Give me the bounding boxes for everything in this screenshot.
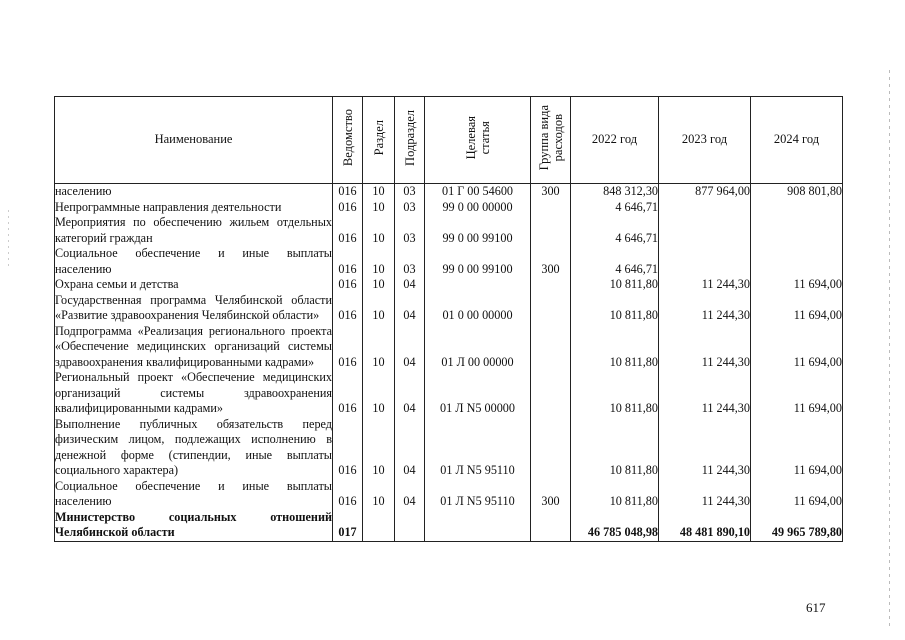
row-subsection-cell: 03 — [395, 200, 425, 216]
row-expense-type-cell — [531, 293, 571, 324]
row-department-cell: 017 — [333, 510, 363, 542]
row-expense-type-cell — [531, 324, 571, 371]
row-department-cell: 016 — [333, 184, 363, 200]
row-section-cell: 10 — [363, 417, 395, 479]
row-expense-type-cell: 300 — [531, 184, 571, 200]
row-department-cell: 016 — [333, 417, 363, 479]
row-amount-2024-cell: 11 694,00 — [751, 324, 843, 371]
row-amount-2024-cell — [751, 215, 843, 246]
row-department-cell: 016 — [333, 293, 363, 324]
row-section-cell: 10 — [363, 293, 395, 324]
table-row — [55, 277, 843, 293]
row-amount-2023-cell — [659, 200, 751, 216]
header-section: Раздел — [363, 97, 395, 184]
row-subsection-cell: 04 — [395, 277, 425, 293]
row-target-article-cell: 01 Г 00 54600 — [425, 184, 531, 200]
scan-margin-mark — [8, 210, 9, 270]
budget-table — [54, 96, 843, 542]
row-amount-2022-cell: 4 646,71 — [571, 246, 659, 277]
table-row — [55, 510, 843, 542]
row-section-cell: 10 — [363, 370, 395, 417]
row-expense-type-cell: 300 — [531, 246, 571, 277]
table-body — [55, 184, 843, 542]
table-row — [55, 324, 843, 371]
header-expense-type-group: Группа вида расходов — [531, 97, 571, 184]
row-amount-2024-cell: 11 694,00 — [751, 417, 843, 479]
header-subsection: Подраздел — [395, 97, 425, 184]
table-row — [55, 184, 843, 200]
table-row — [55, 479, 843, 510]
row-amount-2024-cell: 11 694,00 — [751, 479, 843, 510]
row-subsection-cell: 03 — [395, 215, 425, 246]
row-subsection-cell: 04 — [395, 370, 425, 417]
row-section-cell: 10 — [363, 184, 395, 200]
row-name-cell: Охрана семьи и детства — [55, 277, 333, 293]
row-amount-2023-cell — [659, 215, 751, 246]
row-section-cell — [363, 510, 395, 542]
row-amount-2024-cell: 11 694,00 — [751, 277, 843, 293]
table-row — [55, 200, 843, 216]
row-amount-2022-cell: 10 811,80 — [571, 479, 659, 510]
row-target-article-cell: 01 0 00 00000 — [425, 293, 531, 324]
row-subsection-cell — [395, 510, 425, 542]
row-section-cell: 10 — [363, 215, 395, 246]
row-amount-2023-cell: 877 964,00 — [659, 184, 751, 200]
row-expense-type-cell — [531, 277, 571, 293]
row-target-article-cell: 99 0 00 99100 — [425, 215, 531, 246]
row-amount-2022-cell: 10 811,80 — [571, 293, 659, 324]
row-subsection-cell: 04 — [395, 417, 425, 479]
table-row — [55, 246, 843, 277]
row-amount-2024-cell: 908 801,80 — [751, 184, 843, 200]
row-amount-2022-cell: 4 646,71 — [571, 215, 659, 246]
row-target-article-cell — [425, 277, 531, 293]
row-amount-2022-cell: 848 312,30 — [571, 184, 659, 200]
row-amount-2023-cell: 48 481 890,10 — [659, 510, 751, 542]
row-target-article-cell: 01 Л 00 00000 — [425, 324, 531, 371]
row-expense-type-cell — [531, 510, 571, 542]
table-row — [55, 370, 843, 417]
row-name-cell: населению — [55, 184, 333, 200]
row-name-cell: Министерство социальных отношений Челябинской области — [55, 509, 332, 539]
row-expense-type-cell — [531, 370, 571, 417]
row-amount-2023-cell: 11 244,30 — [659, 370, 751, 417]
row-name-cell: Непрограммные направления деятельности — [55, 200, 333, 216]
header-year-2024: 2024 год — [751, 97, 843, 184]
row-amount-2022-cell: 4 646,71 — [571, 200, 659, 216]
header-target-article: Целевая статья — [425, 97, 531, 184]
row-department-cell: 016 — [333, 246, 363, 277]
row-section-cell: 10 — [363, 277, 395, 293]
row-name-cell: Мероприятия по обеспечению жильем отдельных категорий граждан — [55, 215, 332, 245]
row-amount-2024-cell: 49 965 789,80 — [751, 510, 843, 542]
row-subsection-cell: 04 — [395, 479, 425, 510]
row-subsection-cell: 04 — [395, 293, 425, 324]
page-number: 617 — [806, 600, 826, 615]
table-row — [55, 417, 843, 479]
row-target-article-cell: 01 Л N5 95110 — [425, 417, 531, 479]
row-amount-2023-cell — [659, 246, 751, 277]
row-amount-2023-cell: 11 244,30 — [659, 324, 751, 371]
row-department-cell: 016 — [333, 370, 363, 417]
row-target-article-cell: 01 Л N5 00000 — [425, 370, 531, 417]
row-amount-2024-cell — [751, 200, 843, 216]
row-amount-2022-cell: 10 811,80 — [571, 277, 659, 293]
row-subsection-cell: 03 — [395, 184, 425, 200]
row-department-cell: 016 — [333, 324, 363, 371]
row-amount-2023-cell: 11 244,30 — [659, 293, 751, 324]
scan-margin-line — [889, 70, 890, 630]
row-section-cell: 10 — [363, 479, 395, 510]
row-amount-2022-cell: 10 811,80 — [571, 370, 659, 417]
header-year-2023: 2023 год — [659, 97, 751, 184]
row-amount-2024-cell — [751, 246, 843, 277]
row-expense-type-cell — [531, 215, 571, 246]
row-name-cell: Подпрограмма «Реализация регионального проекта «Обеспечение медицинских организаций системы здравоохранения квалифицированными кадрами» — [55, 323, 332, 369]
table-row — [55, 215, 843, 246]
row-target-article-cell: 99 0 00 99100 — [425, 246, 531, 277]
header-name: Наименование — [55, 97, 333, 184]
row-subsection-cell: 04 — [395, 324, 425, 371]
row-amount-2022-cell: 10 811,80 — [571, 324, 659, 371]
header-department: Ведомство — [333, 97, 363, 184]
row-section-cell: 10 — [363, 246, 395, 277]
table-row — [55, 293, 843, 324]
row-section-cell: 10 — [363, 200, 395, 216]
row-name-cell: Социальное обеспечение и иные выплаты населению — [55, 478, 332, 508]
row-expense-type-cell — [531, 200, 571, 216]
row-target-article-cell — [425, 510, 531, 542]
row-target-article-cell: 01 Л N5 95110 — [425, 479, 531, 510]
row-department-cell: 016 — [333, 215, 363, 246]
row-subsection-cell: 03 — [395, 246, 425, 277]
row-name-cell: Государственная программа Челябинской области «Развитие здравоохранения Челябинской области» — [55, 292, 332, 322]
header-year-2022: 2022 год — [571, 97, 659, 184]
row-amount-2022-cell: 10 811,80 — [571, 417, 659, 479]
row-department-cell: 016 — [333, 479, 363, 510]
row-section-cell: 10 — [363, 324, 395, 371]
row-department-cell: 016 — [333, 200, 363, 216]
row-target-article-cell: 99 0 00 00000 — [425, 200, 531, 216]
row-name-cell: Региональный проект «Обеспечение медицинских организаций системы здравоохранения квалифицированными кадрами» — [55, 370, 332, 415]
row-amount-2022-cell: 46 785 048,98 — [571, 510, 659, 542]
row-amount-2023-cell: 11 244,30 — [659, 417, 751, 479]
row-name-cell: Социальное обеспечение и иные выплаты населению — [55, 246, 332, 276]
row-expense-type-cell: 300 — [531, 479, 571, 510]
table-header-row — [55, 97, 843, 184]
row-name-cell: Выполнение публичных обязательств перед физическим лицом, подлежащих исполнению в денежной форме (стипендии, иные выплаты социального характера) — [55, 416, 332, 477]
row-amount-2024-cell: 11 694,00 — [751, 293, 843, 324]
row-amount-2023-cell: 11 244,30 — [659, 479, 751, 510]
row-amount-2024-cell: 11 694,00 — [751, 370, 843, 417]
row-amount-2023-cell: 11 244,30 — [659, 277, 751, 293]
row-department-cell: 016 — [333, 277, 363, 293]
row-expense-type-cell — [531, 417, 571, 479]
